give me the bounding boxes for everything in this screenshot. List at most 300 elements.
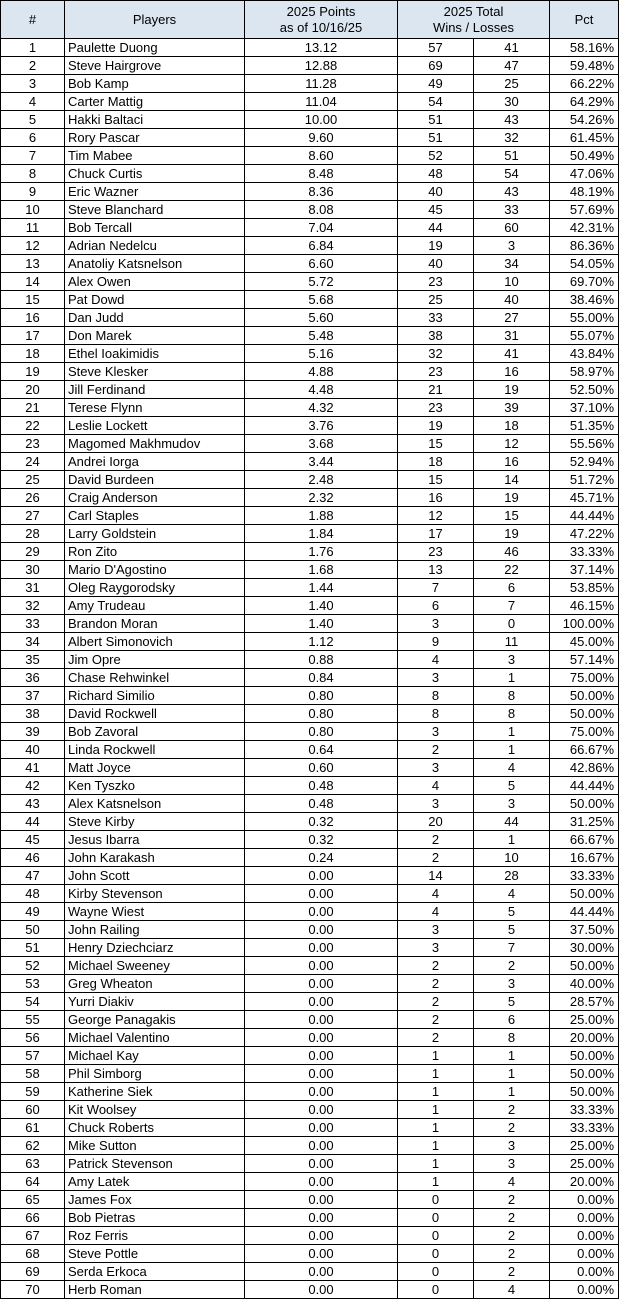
wins-cell: 40 (398, 255, 474, 273)
losses-cell: 10 (474, 273, 550, 291)
rank-cell: 27 (1, 507, 65, 525)
player-name-cell: James Fox (65, 1191, 245, 1209)
pct-cell: 64.29% (550, 93, 619, 111)
rank-cell: 57 (1, 1047, 65, 1065)
pct-header: Pct (550, 1, 619, 39)
losses-cell: 8 (474, 687, 550, 705)
losses-cell: 11 (474, 633, 550, 651)
wins-cell: 15 (398, 471, 474, 489)
wins-cell: 0 (398, 1263, 474, 1281)
pct-cell: 51.35% (550, 417, 619, 435)
pct-cell: 50.00% (550, 1083, 619, 1101)
pct-cell: 55.07% (550, 327, 619, 345)
table-row (1, 1047, 619, 1065)
player-name-cell: Brandon Moran (65, 615, 245, 633)
losses-cell: 2 (474, 1119, 550, 1137)
table-row (1, 1155, 619, 1173)
losses-cell: 18 (474, 417, 550, 435)
pct-cell: 50.49% (550, 147, 619, 165)
losses-cell: 28 (474, 867, 550, 885)
points-cell: 5.68 (245, 291, 398, 309)
losses-cell: 2 (474, 1191, 550, 1209)
pct-cell: 66.67% (550, 741, 619, 759)
player-name-cell: Alex Katsnelson (65, 795, 245, 813)
player-name-cell: Henry Dziechciarz (65, 939, 245, 957)
losses-cell: 10 (474, 849, 550, 867)
pct-cell: 37.50% (550, 921, 619, 939)
pct-cell: 57.14% (550, 651, 619, 669)
losses-cell: 31 (474, 327, 550, 345)
losses-cell: 46 (474, 543, 550, 561)
player-name-cell: Michael Sweeney (65, 957, 245, 975)
wins-cell: 1 (398, 1101, 474, 1119)
table-row (1, 939, 619, 957)
table-row (1, 1137, 619, 1155)
table-row (1, 507, 619, 525)
table-row (1, 273, 619, 291)
player-name-cell: Steve Pottle (65, 1245, 245, 1263)
table-row (1, 435, 619, 453)
rank-cell: 28 (1, 525, 65, 543)
losses-cell: 2 (474, 1245, 550, 1263)
player-name-cell: Leslie Lockett (65, 417, 245, 435)
pct-cell: 0.00% (550, 1227, 619, 1245)
rank-cell: 20 (1, 381, 65, 399)
player-name-cell: Jim Opre (65, 651, 245, 669)
losses-cell: 15 (474, 507, 550, 525)
player-name-cell: Chase Rehwinkel (65, 669, 245, 687)
points-cell: 0.48 (245, 795, 398, 813)
record-header-line1: 2025 Total (443, 3, 504, 19)
points-cell: 5.72 (245, 273, 398, 291)
player-name-cell: Hakki Baltaci (65, 111, 245, 129)
losses-cell: 43 (474, 111, 550, 129)
rank-cell: 41 (1, 759, 65, 777)
rank-cell: 45 (1, 831, 65, 849)
rank-cell: 51 (1, 939, 65, 957)
wins-cell: 13 (398, 561, 474, 579)
points-cell: 3.68 (245, 435, 398, 453)
pct-cell: 0.00% (550, 1191, 619, 1209)
points-cell: 0.00 (245, 1191, 398, 1209)
rank-cell: 43 (1, 795, 65, 813)
pct-cell: 86.36% (550, 237, 619, 255)
points-cell: 0.00 (245, 1047, 398, 1065)
points-cell: 1.40 (245, 615, 398, 633)
wins-cell: 8 (398, 705, 474, 723)
pct-cell: 50.00% (550, 885, 619, 903)
losses-cell: 5 (474, 903, 550, 921)
player-name-cell: Oleg Raygorodsky (65, 579, 245, 597)
points-cell: 0.24 (245, 849, 398, 867)
pct-cell: 61.45% (550, 129, 619, 147)
pct-cell: 52.94% (550, 453, 619, 471)
pct-cell: 42.86% (550, 759, 619, 777)
player-name-cell: Paulette Duong (65, 39, 245, 57)
pct-cell: 69.70% (550, 273, 619, 291)
pct-cell: 31.25% (550, 813, 619, 831)
pct-cell: 30.00% (550, 939, 619, 957)
wins-cell: 23 (398, 543, 474, 561)
table-row (1, 345, 619, 363)
rank-cell: 11 (1, 219, 65, 237)
wins-cell: 2 (398, 993, 474, 1011)
points-cell: 11.04 (245, 93, 398, 111)
player-name-cell: Kit Woolsey (65, 1101, 245, 1119)
points-cell: 0.00 (245, 1011, 398, 1029)
losses-cell: 6 (474, 1011, 550, 1029)
pct-cell: 52.50% (550, 381, 619, 399)
losses-cell: 16 (474, 363, 550, 381)
points-cell: 0.00 (245, 1209, 398, 1227)
rank-cell: 69 (1, 1263, 65, 1281)
wins-cell: 1 (398, 1173, 474, 1191)
wins-cell: 3 (398, 723, 474, 741)
losses-cell: 5 (474, 993, 550, 1011)
rank-cell: 32 (1, 597, 65, 615)
player-name-cell: Bob Tercall (65, 219, 245, 237)
points-cell: 7.04 (245, 219, 398, 237)
wins-cell: 1 (398, 1119, 474, 1137)
points-cell: 0.00 (245, 957, 398, 975)
points-cell: 1.12 (245, 633, 398, 651)
points-cell: 0.00 (245, 1101, 398, 1119)
losses-cell: 3 (474, 795, 550, 813)
rank-cell: 14 (1, 273, 65, 291)
losses-cell: 27 (474, 309, 550, 327)
losses-cell: 1 (474, 669, 550, 687)
points-cell: 0.00 (245, 1263, 398, 1281)
wins-cell: 16 (398, 489, 474, 507)
table-row (1, 777, 619, 795)
wins-cell: 3 (398, 615, 474, 633)
wins-cell: 3 (398, 669, 474, 687)
losses-cell: 5 (474, 921, 550, 939)
rank-cell: 59 (1, 1083, 65, 1101)
table-row (1, 129, 619, 147)
table-row (1, 309, 619, 327)
rank-cell: 37 (1, 687, 65, 705)
points-cell: 8.48 (245, 165, 398, 183)
losses-cell: 32 (474, 129, 550, 147)
player-name-cell: Carl Staples (65, 507, 245, 525)
table-row (1, 813, 619, 831)
pct-cell: 50.00% (550, 1047, 619, 1065)
player-name-cell: Jesus Ibarra (65, 831, 245, 849)
points-cell: 0.00 (245, 867, 398, 885)
points-cell: 10.00 (245, 111, 398, 129)
losses-cell: 2 (474, 1263, 550, 1281)
wins-cell: 2 (398, 957, 474, 975)
points-cell: 1.40 (245, 597, 398, 615)
pct-cell: 33.33% (550, 867, 619, 885)
rank-cell: 35 (1, 651, 65, 669)
losses-cell: 39 (474, 399, 550, 417)
rank-cell: 56 (1, 1029, 65, 1047)
points-cell: 4.88 (245, 363, 398, 381)
wins-cell: 52 (398, 147, 474, 165)
pct-cell: 45.00% (550, 633, 619, 651)
rank-cell: 58 (1, 1065, 65, 1083)
player-name-cell: Larry Goldstein (65, 525, 245, 543)
rank-cell: 54 (1, 993, 65, 1011)
table-row (1, 1029, 619, 1047)
points-cell: 0.80 (245, 705, 398, 723)
wins-cell: 1 (398, 1083, 474, 1101)
table-row (1, 615, 619, 633)
player-name-cell: Ethel Ioakimidis (65, 345, 245, 363)
table-row (1, 1119, 619, 1137)
rank-cell: 9 (1, 183, 65, 201)
losses-cell: 14 (474, 471, 550, 489)
pct-cell: 47.22% (550, 525, 619, 543)
table-row (1, 759, 619, 777)
table-row (1, 975, 619, 993)
table-row (1, 399, 619, 417)
points-cell: 0.00 (245, 975, 398, 993)
points-cell: 5.60 (245, 309, 398, 327)
wins-cell: 0 (398, 1209, 474, 1227)
table-row (1, 957, 619, 975)
wins-cell: 14 (398, 867, 474, 885)
pct-cell: 54.26% (550, 111, 619, 129)
rank-cell: 50 (1, 921, 65, 939)
losses-cell: 51 (474, 147, 550, 165)
losses-cell: 7 (474, 597, 550, 615)
points-cell: 4.48 (245, 381, 398, 399)
wins-cell: 4 (398, 651, 474, 669)
pct-cell: 58.16% (550, 39, 619, 57)
standings-body (1, 39, 619, 1299)
pct-cell: 50.00% (550, 687, 619, 705)
pct-cell: 58.97% (550, 363, 619, 381)
wins-cell: 51 (398, 129, 474, 147)
points-cell: 0.00 (245, 1173, 398, 1191)
losses-cell: 2 (474, 1209, 550, 1227)
points-cell: 11.28 (245, 75, 398, 93)
table-row (1, 327, 619, 345)
wins-cell: 1 (398, 1137, 474, 1155)
rank-cell: 53 (1, 975, 65, 993)
wins-cell: 38 (398, 327, 474, 345)
player-name-cell: George Panagakis (65, 1011, 245, 1029)
player-name-cell: Steve Hairgrove (65, 57, 245, 75)
rank-cell: 13 (1, 255, 65, 273)
points-cell: 0.00 (245, 1245, 398, 1263)
table-row (1, 561, 619, 579)
player-name-cell: Yurri Diakiv (65, 993, 245, 1011)
table-row (1, 885, 619, 903)
wins-cell: 3 (398, 795, 474, 813)
player-name-cell: Phil Simborg (65, 1065, 245, 1083)
points-cell: 3.44 (245, 453, 398, 471)
table-row (1, 525, 619, 543)
player-name-cell: David Rockwell (65, 705, 245, 723)
points-cell: 0.00 (245, 903, 398, 921)
table-row (1, 849, 619, 867)
player-name-cell: David Burdeen (65, 471, 245, 489)
rank-cell: 3 (1, 75, 65, 93)
rank-cell: 52 (1, 957, 65, 975)
rank-cell: 36 (1, 669, 65, 687)
table-row (1, 75, 619, 93)
losses-cell: 41 (474, 345, 550, 363)
pct-cell: 38.46% (550, 291, 619, 309)
table-row (1, 651, 619, 669)
table-row (1, 147, 619, 165)
player-name-cell: Matt Joyce (65, 759, 245, 777)
wins-cell: 21 (398, 381, 474, 399)
wins-cell: 2 (398, 741, 474, 759)
table-row (1, 705, 619, 723)
points-cell: 2.32 (245, 489, 398, 507)
points-cell: 9.60 (245, 129, 398, 147)
player-name-cell: Mike Sutton (65, 1137, 245, 1155)
pct-cell: 33.33% (550, 1101, 619, 1119)
pct-cell: 50.00% (550, 795, 619, 813)
pct-cell: 25.00% (550, 1011, 619, 1029)
table-row (1, 489, 619, 507)
points-cell: 0.60 (245, 759, 398, 777)
losses-cell: 12 (474, 435, 550, 453)
player-name-cell: Adrian Nedelcu (65, 237, 245, 255)
wins-cell: 15 (398, 435, 474, 453)
pct-cell: 0.00% (550, 1281, 619, 1299)
losses-cell: 22 (474, 561, 550, 579)
rank-cell: 24 (1, 453, 65, 471)
points-cell: 0.00 (245, 1119, 398, 1137)
rank-cell: 39 (1, 723, 65, 741)
pct-cell: 0.00% (550, 1263, 619, 1281)
player-name-cell: Anatoliy Katsnelson (65, 255, 245, 273)
rank-cell: 40 (1, 741, 65, 759)
wins-cell: 4 (398, 777, 474, 795)
table-row (1, 1191, 619, 1209)
losses-cell: 1 (474, 1083, 550, 1101)
table-row (1, 1281, 619, 1299)
table-row (1, 903, 619, 921)
player-name-cell: Craig Anderson (65, 489, 245, 507)
losses-cell: 1 (474, 723, 550, 741)
wins-cell: 2 (398, 1011, 474, 1029)
wins-cell: 17 (398, 525, 474, 543)
losses-cell: 1 (474, 741, 550, 759)
player-name-cell: Michael Kay (65, 1047, 245, 1065)
player-name-cell: Chuck Roberts (65, 1119, 245, 1137)
wins-cell: 2 (398, 831, 474, 849)
pct-cell: 40.00% (550, 975, 619, 993)
losses-cell: 8 (474, 705, 550, 723)
losses-cell: 54 (474, 165, 550, 183)
player-name-cell: Steve Blanchard (65, 201, 245, 219)
table-row (1, 219, 619, 237)
points-cell: 0.00 (245, 993, 398, 1011)
pct-cell: 50.00% (550, 957, 619, 975)
pct-cell: 44.44% (550, 777, 619, 795)
wins-cell: 20 (398, 813, 474, 831)
wins-cell: 23 (398, 363, 474, 381)
pct-cell: 57.69% (550, 201, 619, 219)
wins-cell: 23 (398, 399, 474, 417)
table-row (1, 183, 619, 201)
pct-cell: 75.00% (550, 669, 619, 687)
player-name-cell: John Scott (65, 867, 245, 885)
points-cell: 0.00 (245, 939, 398, 957)
points-cell: 0.00 (245, 885, 398, 903)
points-cell: 0.80 (245, 687, 398, 705)
losses-cell: 3 (474, 1155, 550, 1173)
wins-cell: 4 (398, 903, 474, 921)
rank-cell: 12 (1, 237, 65, 255)
wins-cell: 2 (398, 975, 474, 993)
pct-cell: 47.06% (550, 165, 619, 183)
points-cell: 8.08 (245, 201, 398, 219)
table-row (1, 57, 619, 75)
losses-cell: 40 (474, 291, 550, 309)
player-name-cell: Steve Kirby (65, 813, 245, 831)
rank-cell: 17 (1, 327, 65, 345)
pct-cell: 37.14% (550, 561, 619, 579)
player-name-cell: Bob Pietras (65, 1209, 245, 1227)
player-name-cell: Michael Valentino (65, 1029, 245, 1047)
pct-cell: 25.00% (550, 1137, 619, 1155)
rank-cell: 4 (1, 93, 65, 111)
table-row (1, 921, 619, 939)
rank-cell: 16 (1, 309, 65, 327)
table-row (1, 993, 619, 1011)
player-name-cell: Alex Owen (65, 273, 245, 291)
player-name-cell: Amy Trudeau (65, 597, 245, 615)
rank-cell: 55 (1, 1011, 65, 1029)
player-name-cell: Patrick Stevenson (65, 1155, 245, 1173)
losses-cell: 2 (474, 957, 550, 975)
player-name-cell: Jill Ferdinand (65, 381, 245, 399)
player-name-cell: Ken Tyszko (65, 777, 245, 795)
wins-cell: 7 (398, 579, 474, 597)
rank-cell: 42 (1, 777, 65, 795)
pct-cell: 16.67% (550, 849, 619, 867)
losses-cell: 34 (474, 255, 550, 273)
losses-cell: 3 (474, 237, 550, 255)
wins-cell: 12 (398, 507, 474, 525)
losses-cell: 47 (474, 57, 550, 75)
table-row (1, 741, 619, 759)
wins-cell: 2 (398, 1029, 474, 1047)
wins-cell: 57 (398, 39, 474, 57)
player-name-cell: Kirby Stevenson (65, 885, 245, 903)
wins-cell: 23 (398, 273, 474, 291)
pct-cell: 66.22% (550, 75, 619, 93)
points-cell: 0.64 (245, 741, 398, 759)
losses-cell: 30 (474, 93, 550, 111)
wins-cell: 9 (398, 633, 474, 651)
player-name-cell: Terese Flynn (65, 399, 245, 417)
points-cell: 0.00 (245, 1281, 398, 1299)
losses-cell: 7 (474, 939, 550, 957)
player-name-cell: Bob Zavoral (65, 723, 245, 741)
pct-cell: 48.19% (550, 183, 619, 201)
points-cell: 1.84 (245, 525, 398, 543)
wins-cell: 0 (398, 1281, 474, 1299)
table-row (1, 579, 619, 597)
losses-cell: 1 (474, 1065, 550, 1083)
losses-cell: 2 (474, 1101, 550, 1119)
points-cell: 1.68 (245, 561, 398, 579)
losses-cell: 0 (474, 615, 550, 633)
player-name-cell: Bob Kamp (65, 75, 245, 93)
points-cell: 5.48 (245, 327, 398, 345)
pct-cell: 46.15% (550, 597, 619, 615)
